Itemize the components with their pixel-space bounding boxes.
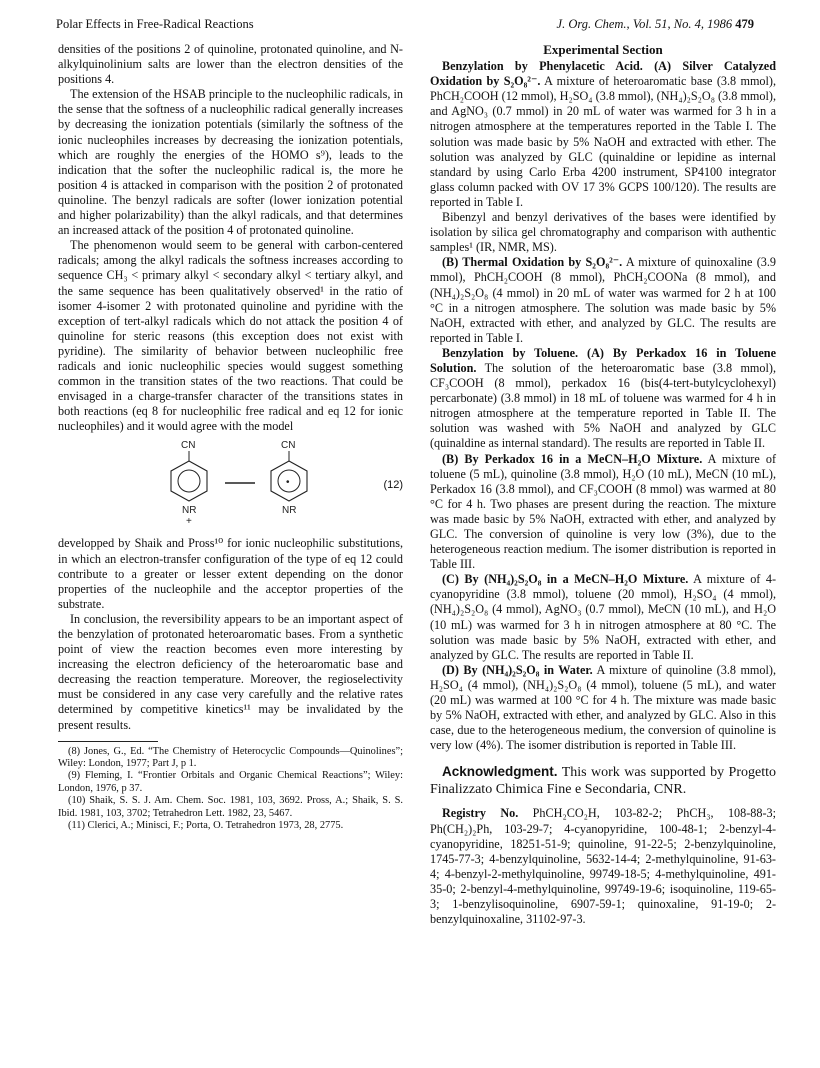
- paragraph-text: A mixture of 4-cyanopyridine (3.8 mmol), toluene (20 mmol), H₂SO₄ (4 mmol), (NH₄)₂S₂O₈ (4 mmol), AgNO₃ (0.7 mmol), MeCN (10 mL), and H₂O (10 mL) was warmed for 3 h in nitrogen atmosphere at 80 °C. The solution was made basic by 5% NaOH, extracted with ether, and analyzed by GLC. The results are reported in Table II.: [430, 572, 777, 662]
- plus-charge: +: [186, 516, 192, 528]
- section-title: Experimental Section: [543, 42, 663, 57]
- running-title: Polar Effects in Free-Radical Reactions: [56, 17, 254, 31]
- acknowledgment-text: This work was supported by Progetto Finalizzato Chimica Fine e Secondaria, CNR.: [430, 765, 776, 798]
- run-in-heading: (B) By Perkadox 16 in a MeCN–H₂O Mixture.: [442, 451, 703, 466]
- footnote-divider: [58, 741, 158, 742]
- paragraph-text: A mixture of heteroaromatic base (3.8 mmol), PhCH₂COOH (12 mmol), H₂SO₄ (3.8 mmol), (NH₄)₂S₂O₈ (3.8 mmol), and AgNO₃ (0.7 mmol) in 20 mL of water was warmed for 3 h in a nitrogen atmosphere at the temperatures reported in the Table I. The solution was made basic by 5% NaOH and extracted with ether. The solution was analyzed by GLC (quinaldine or lepidine as internal standard by using Carlo Erba 4200 instrument, SP4100 integrator glass column packed with OV 17 3% GCPS 100/120). The results are reported in Table I.: [430, 74, 777, 209]
- equation-12: [58, 438, 403, 532]
- paragraph: Bibenzyl and benzyl derivatives of the bases were identified by isolation by silica gel chromatography and comparison with authentic samples¹ (IR, NMR, MS).: [430, 210, 776, 255]
- paragraph-text: A mixture of quinoxaline (3.9 mmol), PhCH₂COOH (8 mmol), PhCH₂COONa (8 mmol), and (NH₄)₂S₂O₈ (4 mmol) in 20 mL of water was warmed for 2 h at 100 °C in a nitrogen atmosphere. The solution was made basic by 5% NaOH, extracted with ether, and analyzed by GLC. The results are reported in Table I.: [430, 255, 776, 345]
- page-number: 479: [735, 17, 754, 31]
- paragraph: [430, 255, 776, 346]
- right-column: [430, 42, 776, 927]
- paragraph: The extension of the HSAB principle to the nucleophilic radicals, in the sense that the softness of a nucleophilic radical generally increases by decreasing the ionization potentials (similarly the softness of the ionic nucleophiles increases by decreasing the ionization potentials, which are roughly the energies of the HOMO s⁹), leads to the indication that the softer the nucleophilic radical is, the more he position 4 is attacked in comparison with the position 2 of protonated quinoline. The benzyl radicals are softer (lower ionization potential and higher polarizability) than the alkyl radicals, and that determines an increased attack of the position 4 of protonated quinoline.: [58, 87, 403, 238]
- paragraph: [430, 346, 776, 452]
- run-in-heading: (C) By (NH₄)₂S₂O₈ in a MeCN–H₂O Mixture.: [442, 572, 689, 587]
- paragraph: developped by Shaik and Pross¹⁰ for ionic nucleophilic substitutions, in which an electron-transfer configuration of the type of eq 12 could contribute to a greater or lesser extent depending on the donor properties of the nucleophile and the acceptor properties of the substrate.: [58, 536, 403, 611]
- paragraph-text: A mixture of toluene (5 mL), quinoline (3.8 mmol), H₂O (10 mL), MeCN (10 mL), Perkadox 16 (3.8 mmol), and CF₃COOH (8 mmol) was warmed at 80 °C for 4 h. Two phases are present during the reaction. The mixture was made basic by 5% NaOH, extracted with ether, and analyzed by GLC. The conversion of quinoline is very low (3%), due to the heterogeneous reaction medium. The isomer distribution is reported in Table III.: [430, 451, 776, 572]
- nr-label-right: NR: [282, 505, 297, 517]
- registry-text: PhCH₂CO₂H, 103-82-2; PhCH₃, 108-88-3; Ph(CH₂)₂Ph, 103-29-7; 4-cyanopyridine, 100-48-1; 2-benzyl-4-cyanopyridine, 18251-51-9; quinoline, 91-22-5; 2-benzylquinoline, 1745-77-3; 4-benzylquinoline, 5632-14-4; 2-methylquinoline, 91-63-4; 4-benzyl-2-methylquinoline, 99749-18-5; 4-methylquinoline, 491-35-0; 2-benzyl-4-methylquinoline, 99749-19-6; isoquinoline, 119-65-3; 1-benzylisoquinoline, 6907-59-1; quinoxaline, 91-19-0; 2-benzylquinoxaline, 31102-97-3.: [430, 806, 777, 927]
- running-header: [56, 16, 754, 32]
- cn-label-left: CN: [181, 440, 196, 452]
- cn-label-right: CN: [281, 440, 296, 452]
- reference-item: (10) Shaik, S. S. J. Am. Chem. Soc. 1981, 103, 3692. Pross, A.; Shaik, S. S. Ibid. 1981, 103, 3702; Tetrahedron Lett. 1982, 23, 5467.: [58, 795, 403, 819]
- paragraph: [430, 452, 776, 573]
- paragraph: The phenomenon would seem to be general with carbon-centered radicals; among the alkyl radicals the softness increases according to sequence CH₃ < primary alkyl < secondary alkyl < tertiary alkyl, and the same sequence has been qualitatively observed¹ in the ratio of isomer 4-isomer 2 with protonated quinoline and pyridine with the exception of tert-alkyl radicals which do not attack the position 4 of quinoline for steric reasons (this exception does not exist with pyridine). The similarity of behavior between nucleophilic free radicals and ionic nucleophilic species would suggest something common in the transition states of the two reactions. That could be envisaged in a charge-transfer character of the transitions states in both reactions (eq 8 for nucleophilic free radical and eq 12 for ionic nucleophiles) and it would agree with the model: [58, 238, 403, 434]
- registry-numbers: [430, 806, 776, 927]
- aromatic-circle: [178, 470, 200, 492]
- run-in-heading: (B) Thermal Oxidation by S₂O₈²⁻.: [442, 255, 623, 270]
- acknowledgment-heading: Acknowledgment.: [442, 764, 558, 780]
- pyridine-ring-left: [171, 461, 207, 501]
- equation-structure: [163, 438, 323, 532]
- paragraph-text: A mixture of quinoline (3.8 mmol), H₂SO₄ (4 mmol), (NH₄)₂S₂O₈ (4 mmol), toluene (5 mL), and water (20 mL) was warmed at 100 °C for 4 h. The mixture was made basic by 5% NaOH, extracted with ether, and analyzed by GLC. Also in this case, due to the heterogeneous medium, the conversion of quinoline is very low (4%). The isomer distribution is reported in Table III.: [430, 662, 776, 753]
- journal-name: J. Org. Chem.,: [556, 17, 630, 31]
- reference-item: (9) Fleming, I. “Frontier Orbitals and Organic Chemical Reactions”; Wiley: London, 1976, p 37.: [58, 770, 403, 794]
- paragraph: [430, 572, 776, 663]
- paragraph: densities of the positions 2 of quinoline, protonated quinoline, and N-alkylquinolinium salts are lower than the electron densities of the positions 4.: [58, 42, 403, 87]
- paragraph: [430, 663, 776, 754]
- radical-dot: •: [286, 477, 290, 489]
- left-column: [58, 42, 403, 833]
- run-in-heading: (D) By (NH₄)₂S₂O₈ in Water.: [442, 662, 593, 677]
- journal-volume: Vol. 51, No. 4, 1986: [632, 17, 733, 31]
- nr-label-left: NR: [182, 505, 197, 517]
- reference-item: (11) Clerici, A.; Minisci, F.; Porta, O. Tetrahedron 1973, 28, 2775.: [68, 820, 344, 832]
- paragraph-text: The solution of the heteroaromatic base (3.8 mmol), CF₃COOH (8 mmol), perkadox 16 (bis(4-tert-butylcyclohexyl) percarbonate) (3.8 mmol) in 18 mL of toluene was warmed for 4 h in nitrogen atmosphere at the temperature reported in Table II. The solution was washed with 5% NaOH and analyzed by GLC (quinaldine as internal standard). The results are reported in Table II.: [430, 360, 777, 451]
- equation-number: (12): [383, 479, 403, 492]
- paragraph: [430, 59, 776, 210]
- run-in-heading: Benzylation by Toluene. (A) By Perkadox 16 in Toluene Solution.: [430, 345, 776, 375]
- registry-heading: Registry No.: [442, 806, 519, 821]
- run-in-heading: Benzylation by Phenylacetic Acid. (A) Silver Catalyzed Oxidation by S₂O₈²⁻.: [430, 59, 776, 89]
- reference-list: [58, 746, 403, 833]
- journal-citation: [557, 16, 754, 32]
- reference-item: (8) Jones, G., Ed. “The Chemistry of Heterocyclic Compounds—Quinolines”; Wiley: London, 1977; Part J, p 1.: [58, 745, 403, 770]
- paragraph: In conclusion, the reversibility appears to be an important aspect of the benzylation of protonated heteroaromatic bases. From a synthetic point of view the reaction becomes even more interesting by increasing the electron deficiency of the heteroaromatic base and decreasing the reaction temperature. Moreover, the regioselectivity must be considered in any case very carefully and the relative rates determined by competitive kinetics¹¹ may be invalidated by the present results.: [58, 611, 403, 732]
- acknowledgment: [430, 763, 776, 798]
